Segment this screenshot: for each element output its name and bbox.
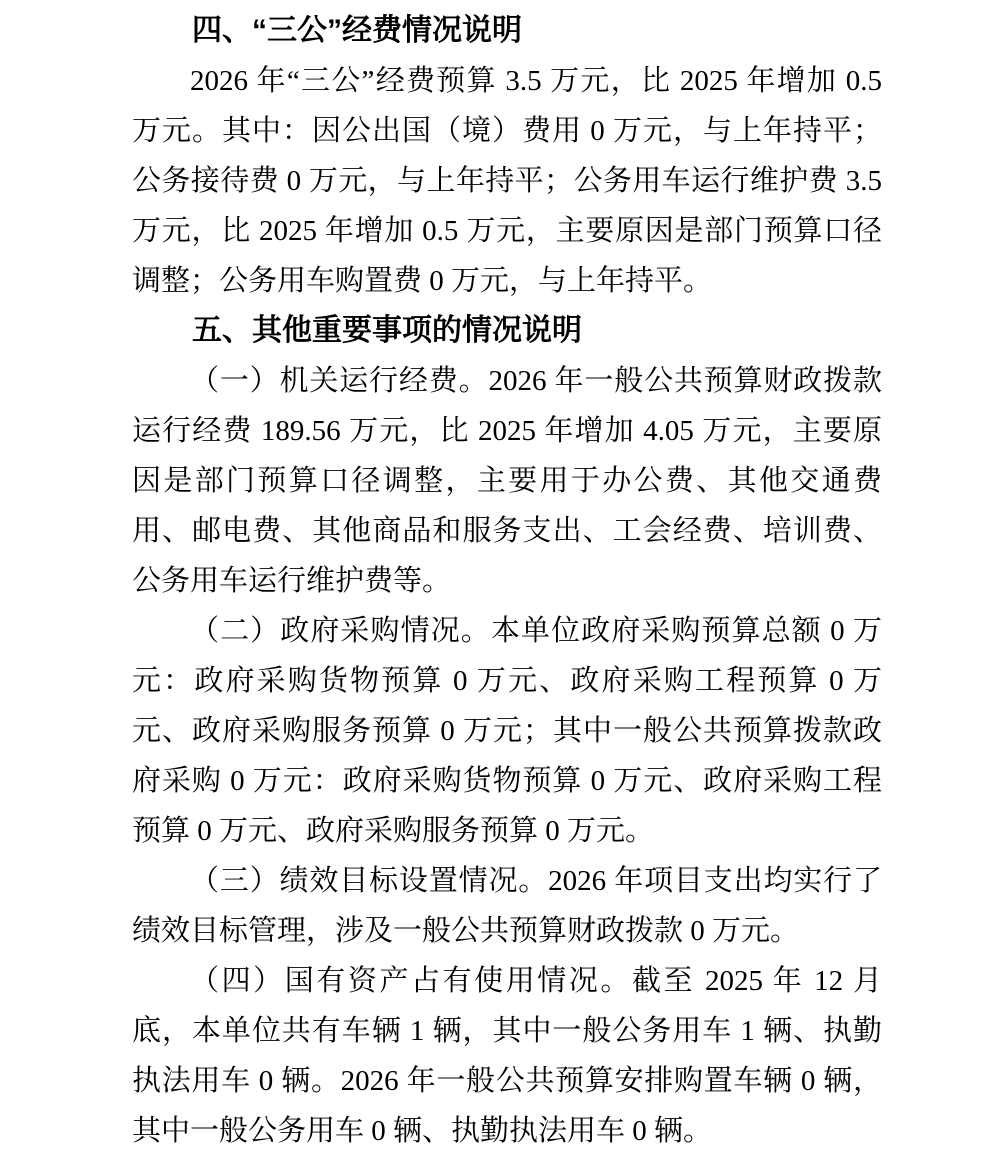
paragraph-agency-operating-funds: （一）机关运行经费。2026 年一般公共预算财政拨款运行经费 189.56 万元，比 2025 年增加 4.05 万元，主要原因是部门预算口径调整，主要用于办公费、其他交通费用、邮电费、其他商品和服务支出、工会经费、培训费、公务用车运行维护费等。 bbox=[132, 365, 882, 597]
section-other-important-matters bbox=[132, 306, 882, 1156]
paragraph-three-public-expenses-summary: 2026 年“三公”经费预算 3.5 万元，比 2025 年增加 0.5 万元。其中：因公出国（境）费用 0 万元，与上年持平；公务接待费 0 万元，与上年持平；公务用车运行维护费 3.5 万元，比 2025 年增加 0.5 万元，主要原因是部门预算口径调整；公务用车购置费 0 万元，与上年持平。 bbox=[132, 65, 882, 297]
section-heading-other-important-matters: 五、其他重要事项的情况说明 bbox=[192, 314, 582, 347]
paragraph-government-procurement: （二）政府采购情况。本单位政府采购预算总额 0 万元：政府采购货物预算 0 万元、政府采购工程预算 0 万元、政府采购服务预算 0 万元；其中一般公共预算拨款政府采购 0 万元：政府采购货物预算 0 万元、政府采购工程预算 0 万元、政府采购服务预算 0 万元。 bbox=[132, 615, 882, 847]
section-heading-three-public-expenses: 四、“三公”经费情况说明 bbox=[192, 14, 522, 47]
section-three-public-expenses bbox=[132, 6, 882, 306]
paragraph-performance-targets: （三）绩效目标设置情况。2026 年项目支出均实行了绩效目标管理，涉及一般公共预算财政拨款 0 万元。 bbox=[132, 865, 882, 947]
paragraph-state-owned-assets: （四）国有资产占有使用情况。截至 2025 年 12 月底，本单位共有车辆 1 辆，其中一般公务用车 1 辆、执勤执法用车 0 辆。2026 年一般公共预算安排购置车辆 0 辆，其中一般公务用车 0 辆、执勤执法用车 0 辆。 bbox=[132, 965, 882, 1147]
